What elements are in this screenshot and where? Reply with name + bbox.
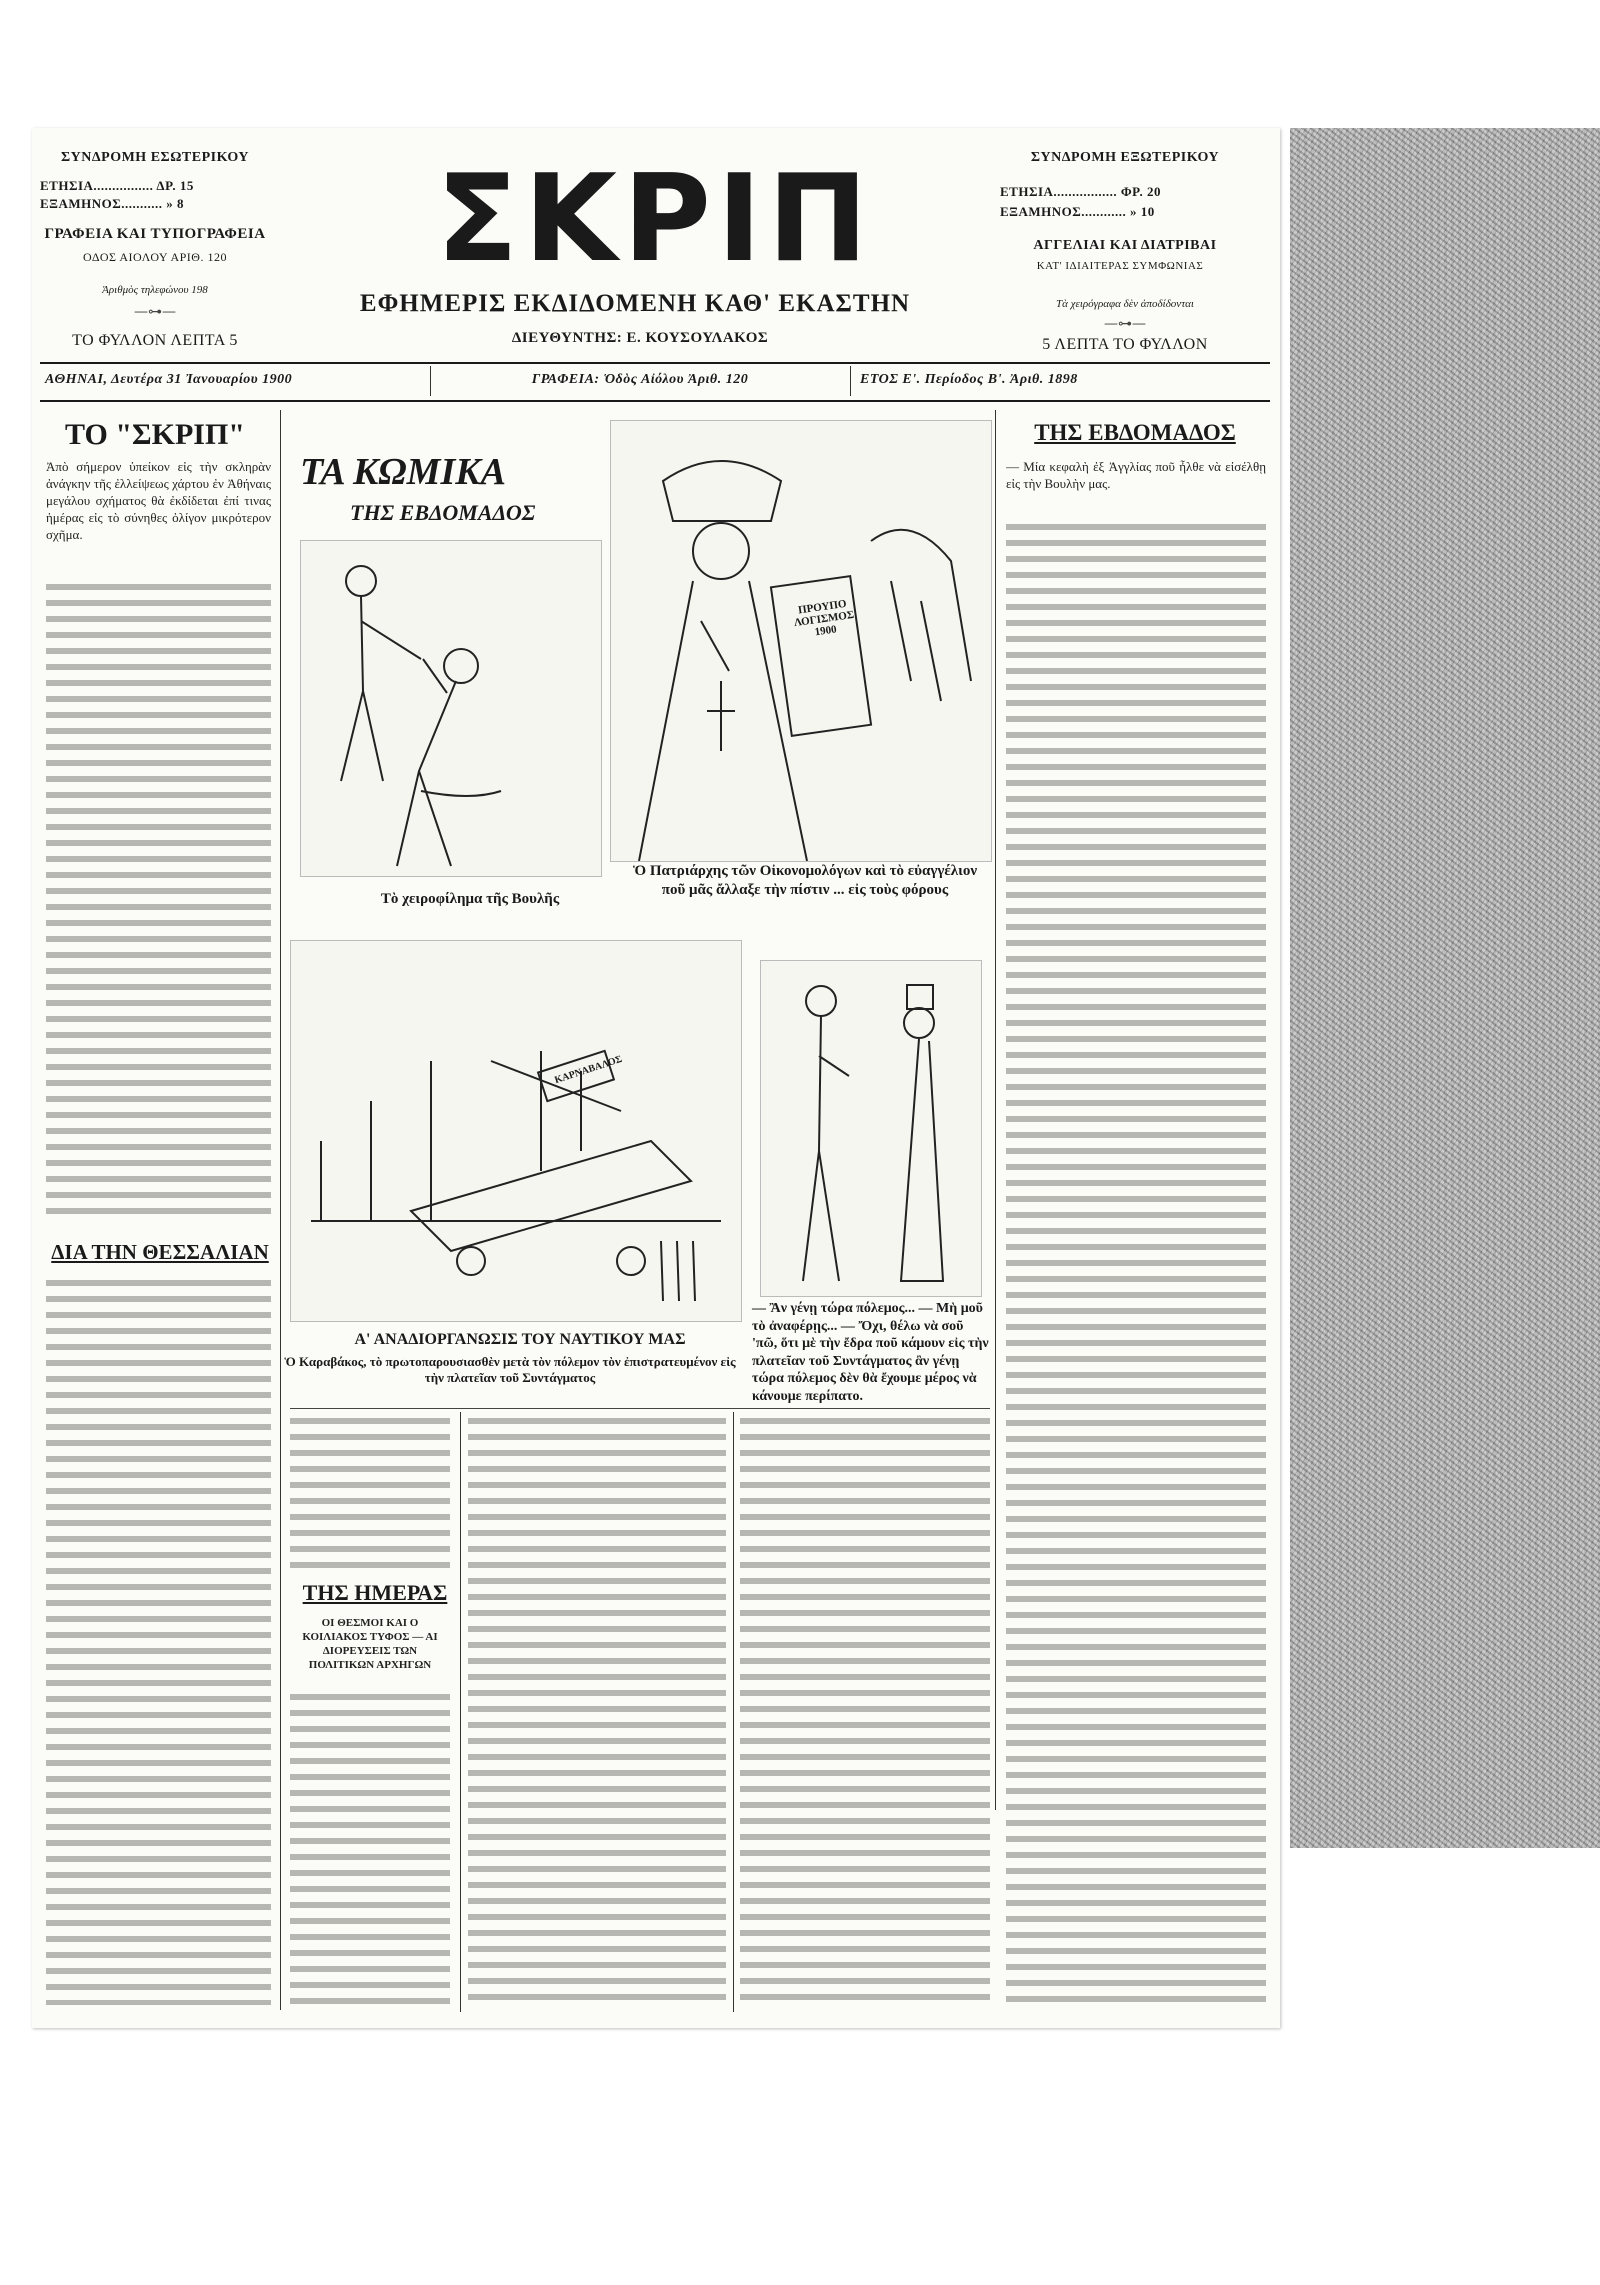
ads-heading: ΑΓΓΕΛΙΑΙ ΚΑΙ ΔΙΑΤΡΙΒΑΙ <box>1033 238 1217 253</box>
article-body-middle-2 <box>468 1418 726 2010</box>
ads-subheading: ΚΑΤ' ΙΔΙΑΙΤΕΡΑΣ ΣΥΜΦΩΝΙΑΣ <box>1036 260 1204 272</box>
cartoon-caption-two-men: — Ἂν γένῃ τώρα πόλεμος... — Μὴ μοῦ τὸ ἀναφέρῃς... — Ὄχι, θέλω νὰ σοῦ 'πῶ, ὅτι μὲ τὴν ἔδρα ποῦ κάμουν εἰς τὴν πλατεῖαν τοῦ Συντάγματος ἂν γένῃ τώρα πόλεμος δὲν θὰ ἔχουμε μέρος νὰ κάνουμε περίπατο. <box>752 1301 989 1404</box>
section-divider <box>290 1408 990 1409</box>
column-rule <box>995 410 996 1810</box>
article-body-middle-3 <box>740 1418 990 2010</box>
boat-label: ΚΑΡΝΑΒΑΛΟΣ <box>553 1053 624 1087</box>
article-title-thessaly: ΔΙΑ ΤΗΝ ΘΕΣΣΑΛΙΑΝ <box>51 1240 269 1264</box>
cartoon-hand-kiss-drawing <box>301 541 601 876</box>
dateline-top-rule <box>40 362 1270 364</box>
foreign-subscription-heading: ΣΥΝΔΡΟΜΗ ΕΞΩΤΕΡΙΚΟΥ <box>1030 150 1220 165</box>
column-rule <box>733 1412 734 2012</box>
masthead-subtitle: ΕΦΗΜΕΡΙΣ ΕΚΔΙΔΟΜΕΝΗ ΚΑΘ' ΕΚΑΣΤΗΝ <box>359 290 911 317</box>
column-rule <box>460 1412 461 2012</box>
dateline-date: ΑΘΗΝΑΙ, Δευτέρα 31 Ἰανουαρίου 1900 <box>45 372 293 387</box>
article-body-day <box>290 1694 450 2010</box>
dateline-issue: ΕΤΟΣ Ε'. Περίοδος Β'. Ἀριθ. 1898 <box>860 372 1078 387</box>
article-body-thessaly <box>46 1280 271 2005</box>
offices-heading: ΓΡΑΦΕΙΑ ΚΑΙ ΤΥΠΟΓΡΑΦΕΙΑ <box>44 226 266 242</box>
price-right: 5 ΛΕΠΤΑ ΤΟ ΦΥΛΛΟΝ <box>1042 336 1208 353</box>
cartoon-navy-boat-drawing <box>291 941 741 1321</box>
article-body-middle-top <box>290 1418 450 1572</box>
cartoon-patriarch-drawing <box>611 421 991 861</box>
article-title-skrip: ΤΟ "ΣΚΡΙΠ" <box>65 418 245 451</box>
price-left: ΤΟ ΦΥΛΛΟΝ ΛΕΠΤΑ 5 <box>72 332 238 349</box>
article-title-day: ΤΗΣ ΗΜΕΡΑΣ <box>302 1580 448 1605</box>
domestic-subscription-heading: ΣΥΝΔΡΟΜΗ ΕΣΩΤΕΡΙΚΟΥ <box>61 150 249 165</box>
phone-number: Ἀριθμὸς τηλεφώνου 198 <box>102 284 208 296</box>
ornament-divider: —⊶— <box>134 304 176 320</box>
domestic-annual-price: ΕΤΗΣΙΑ................ ΔΡ. 15 <box>40 178 194 193</box>
article-body-skrip <box>46 584 271 1224</box>
masthead-title: ΣΚΡΙΠ <box>436 150 874 289</box>
comics-subtitle: ΤΗΣ ΕΒΔΟΜΑΔΟΣ <box>350 500 536 525</box>
cartoon-caption-hand-kiss: Τὸ χειροφίλημα τῆς Βουλῆς <box>380 891 560 907</box>
dateline-office: ΓΡΑΦΕΙΑ: Ὁδὸς Αἰόλου Ἀριθ. 120 <box>531 372 749 387</box>
cartoon-navy-title: Α' ΑΝΑΔΙΟΡΓΑΝΩΣΙΣ ΤΟΥ ΝΑΥΤΙΚΟΥ ΜΑΣ <box>354 1331 686 1348</box>
cartoon-navy-boat <box>290 940 742 1322</box>
foreign-annual-price: ΕΤΗΣΙΑ................. ΦΡ. 20 <box>1000 184 1161 199</box>
article-title-week: ΤΗΣ ΕΒΔΟΜΑΔΟΣ <box>1034 420 1236 445</box>
cartoon-two-men <box>760 960 982 1297</box>
ornament-divider-right: —⊶— <box>1104 316 1146 332</box>
cartoon-two-men-drawing <box>761 961 981 1296</box>
article-sub-day: ΟΙ ΘΕΣΜΟΙ ΚΑΙ Ο ΚΟΙΛΙΑΚΟΣ ΤΥΦΟΣ — ΑΙ ΔΙΟΡΕΥΣΕΙΣ ΤΩΝ ΠΟΛΙΤΙΚΩΝ ΑΡΧΗΓΩΝ <box>302 1617 438 1671</box>
article-lead-skrip: Ἀπὸ σήμερον ὑπείκον εἰς τὴν σκληρὰν ἀνάγκην τῆς ἐλλείψεως χάρτου ἐν Ἀθήναις μεγάλου σχήματος θὰ ἐκδίδεται ἐπί τινας ἡμέρας εἰς τὸ σύνηθες ὀλίγον μικρότερον σχῆμα. <box>46 459 271 542</box>
director-line: ΔΙΕΥΘΥΝΤΗΣ: Ε. ΚΟΥΣΟΥΛΑΚΟΣ <box>511 330 769 346</box>
patriarch-book-label: ΠΡΟΥΠΟ ΛΟΓΙΣΜΟΣ 1900 <box>793 597 855 639</box>
article-lead-week: — Μία κεφαλὴ ἐξ Ἀγγλίας ποῦ ἦλθε νὰ εἰσέλθῃ εἰς τὴν Βουλὴν μας. <box>1006 459 1266 491</box>
comics-title: ΤΑ ΚΩΜΙΚΑ <box>300 451 506 493</box>
office-address: ΟΔΟΣ ΑΙΟΛΟΥ ΑΡΙΘ. 120 <box>83 250 227 264</box>
dateline-separator <box>850 366 851 396</box>
cartoon-caption-navy: Ὁ Καραβάκος, τὸ πρωτοπαρουσιασθὲν μετὰ τὸν πόλεμον τὸν ἐπιστρατευμένον εἰς τὴν πλατεῖαν τοῦ Συντάγματος <box>284 1354 736 1386</box>
manuscripts-note: Τὰ χειρόγραφα δὲν ἀποδίδονται <box>1056 298 1194 310</box>
cartoon-patriarch <box>610 420 992 862</box>
dateline-separator <box>430 366 431 396</box>
foreign-semiannual-price: ΕΞΑΜΗΝΟΣ............ » 10 <box>1000 204 1155 219</box>
scanner-edge-noise <box>1290 128 1600 1848</box>
cartoon-caption-patriarch: Ὁ Πατριάρχης τῶν Οἰκονομολόγων καὶ τὸ εὐαγγέλιον ποῦ μᾶς ἄλλαξε τὴν πίστιν ... εἰς τοὺς φόρους <box>632 863 978 898</box>
article-body-week <box>1006 524 1266 2010</box>
column-rule <box>280 410 281 2010</box>
domestic-semiannual-price: ΕΞΑΜΗΝΟΣ........... » 8 <box>40 196 184 211</box>
cartoon-hand-kiss <box>300 540 602 877</box>
dateline-bottom-rule <box>40 400 1270 402</box>
